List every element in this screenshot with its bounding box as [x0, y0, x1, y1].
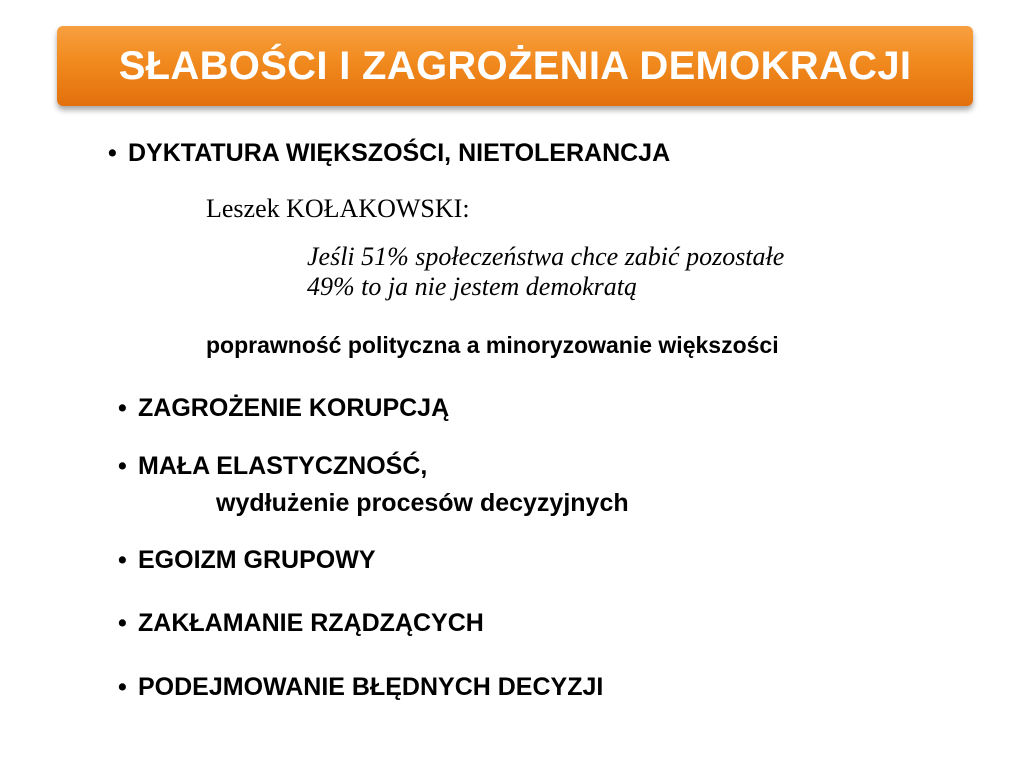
bullet-continuation: wydłużenie procesów decyzyjnych [216, 489, 629, 517]
bullet-marker: • [118, 546, 127, 574]
quote-author: Leszek KOŁAKOWSKI: [206, 194, 470, 223]
bullet-label: EGOIZM GRUPOWY [138, 546, 376, 574]
bullet-item-bledne-decyzje [118, 672, 603, 702]
bullet-label: PODEJMOWANIE BŁĘDNYCH DECYZJI [138, 673, 604, 701]
bullet-item-egoizm [118, 545, 376, 575]
bullet-item-dyktatura [108, 138, 670, 168]
bullet-label: MAŁA ELASTYCZNOŚĆ, [138, 452, 428, 480]
bullet-marker: • [118, 673, 127, 701]
quote-line: 49% to ja nie jestem demokratą [307, 272, 637, 301]
bullet-label: ZAKŁAMANIE RZĄDZĄCYCH [138, 609, 484, 637]
bullet-item-zaklamanie [118, 608, 484, 638]
bullet-marker: • [118, 452, 127, 480]
bullet-item-korupcja [118, 393, 449, 423]
bullet-item-elastycznosc [118, 451, 427, 481]
quote-text [307, 242, 784, 302]
bullet-marker: • [108, 139, 117, 167]
political-correctness-note: poprawność polityczna a minoryzowanie większości [206, 332, 779, 358]
bullet-label: DYKTATURA WIĘKSZOŚCI, NIETOLERANCJA [128, 139, 671, 167]
bullet-marker: • [118, 609, 127, 637]
title-banner [57, 26, 973, 106]
bullet-label: ZAGROŻENIE KORUPCJĄ [138, 394, 450, 422]
bullet-marker: • [118, 394, 127, 422]
quote-line: Jeśli 51% społeczeństwa chce zabić pozostałe [307, 242, 785, 271]
slide-title: SŁABOŚCI I ZAGROŻENIA DEMOKRACJI [118, 43, 912, 88]
